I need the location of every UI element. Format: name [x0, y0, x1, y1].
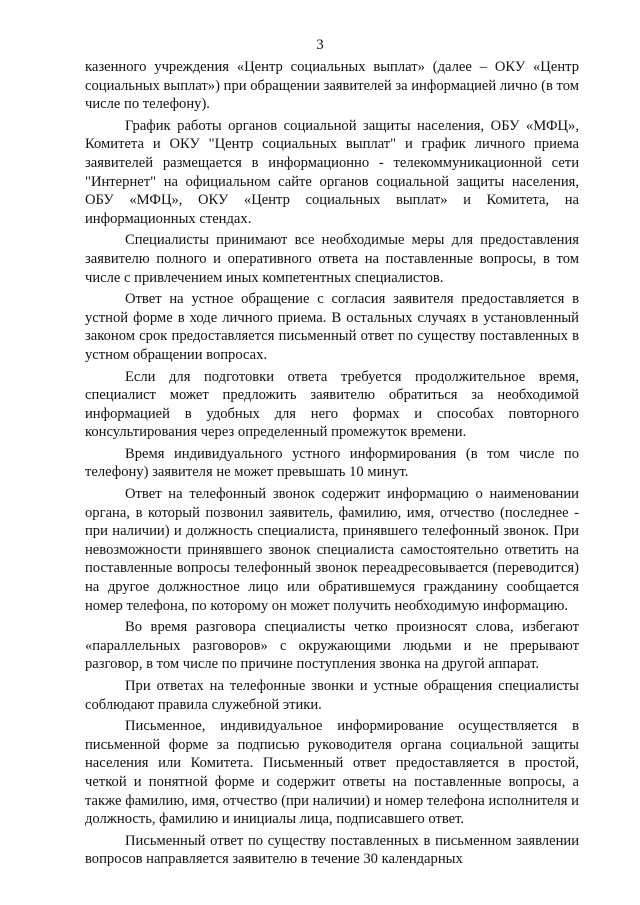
paragraph-specialists-measures: Специалисты принимают все необходимые меры для предоставления заявителю полного и оперативного ответа на поставленные вопросы, в том числе с привлечением иных компетентных специалистов.: [85, 232, 579, 286]
paragraph-conversation-rules: Во время разговора специалисты четко произносят слова, избегают «параллельных разговоров» с окружающими людьми и не прерывают разговор, в том числе по причине поступления звонка на другой аппарат.: [85, 619, 579, 673]
paragraph-time-limit: Время индивидуального устного информирования (в том числе по телефону) заявителя не может превышать 10 минут.: [85, 445, 579, 481]
page-number: 3: [316, 37, 324, 53]
paragraph-phone-answer: Ответ на телефонный звонок содержит информацию о наименовании органа, в который позвонил заявитель, фамилию, имя, отчество (последнее - при наличии) и должность специалиста, принявшего телефонный звонок. При невозможности принявшего звонок специалиста самостоятельно ответить на поставленные вопросы телефонный звонок переадресовывается (переводится) на другое должностное лицо или обратившемуся гражданину сообщается номер телефона, по которому он может получить необходимую информацию.: [85, 486, 579, 614]
paragraph-written-info: Письменное, индивидуальное информирование осуществляется в письменной форме за подписью руководителя органа социальной защиты населения или Комитета. Письменный ответ предоставляется в простой, четкой и понятной форме и содержит ответы на поставленные вопросы, а также фамилию, имя, отчество (при наличии) и номер телефона исполнителя и должность, фамилию и инициалы лица, подписавшего ответ.: [85, 718, 579, 828]
document-body: [85, 58, 579, 872]
paragraph-ethics: При ответах на телефонные звонки и устные обращения специалисты соблюдают правила служебной этики.: [85, 678, 579, 713]
paragraph-continuation: казенного учреждения «Центр социальных выплат» (далее – ОКУ «Центр социальных выплат») при обращении заявителей за информацией лично (в том числе по телефону).: [85, 59, 579, 113]
paragraph-long-preparation: Если для подготовки ответа требуется продолжительное время, специалист может предложить заявителю обратиться за необходимой информацией в удобных для него формах и способах повторного консультирования через определенный промежуток времени.: [85, 368, 579, 441]
paragraph-schedule: График работы органов социальной защиты населения, ОБУ «МФЦ», Комитета и ОКУ "Центр социальных выплат" и график личного приема заявителей размещается в информационно - телекоммуникационной сети "Интернет" на официальном сайте органов социальной защиты населения, ОБУ «МФЦ», ОКУ «Центр социальных выплат» и Комитета, на информационных стендах.: [85, 117, 579, 227]
paragraph-oral-answer: Ответ на устное обращение с согласия заявителя предоставляется в устной форме в ходе личного приема. В остальных случаях в установленный законом срок предоставляется письменный ответ по существу поставленных в устном обращении вопросах.: [85, 291, 579, 363]
paragraph-written-answer-term: Письменный ответ по существу поставленных в письменном заявлении вопросов направляется заявителю в течение 30 календарных: [85, 832, 579, 868]
